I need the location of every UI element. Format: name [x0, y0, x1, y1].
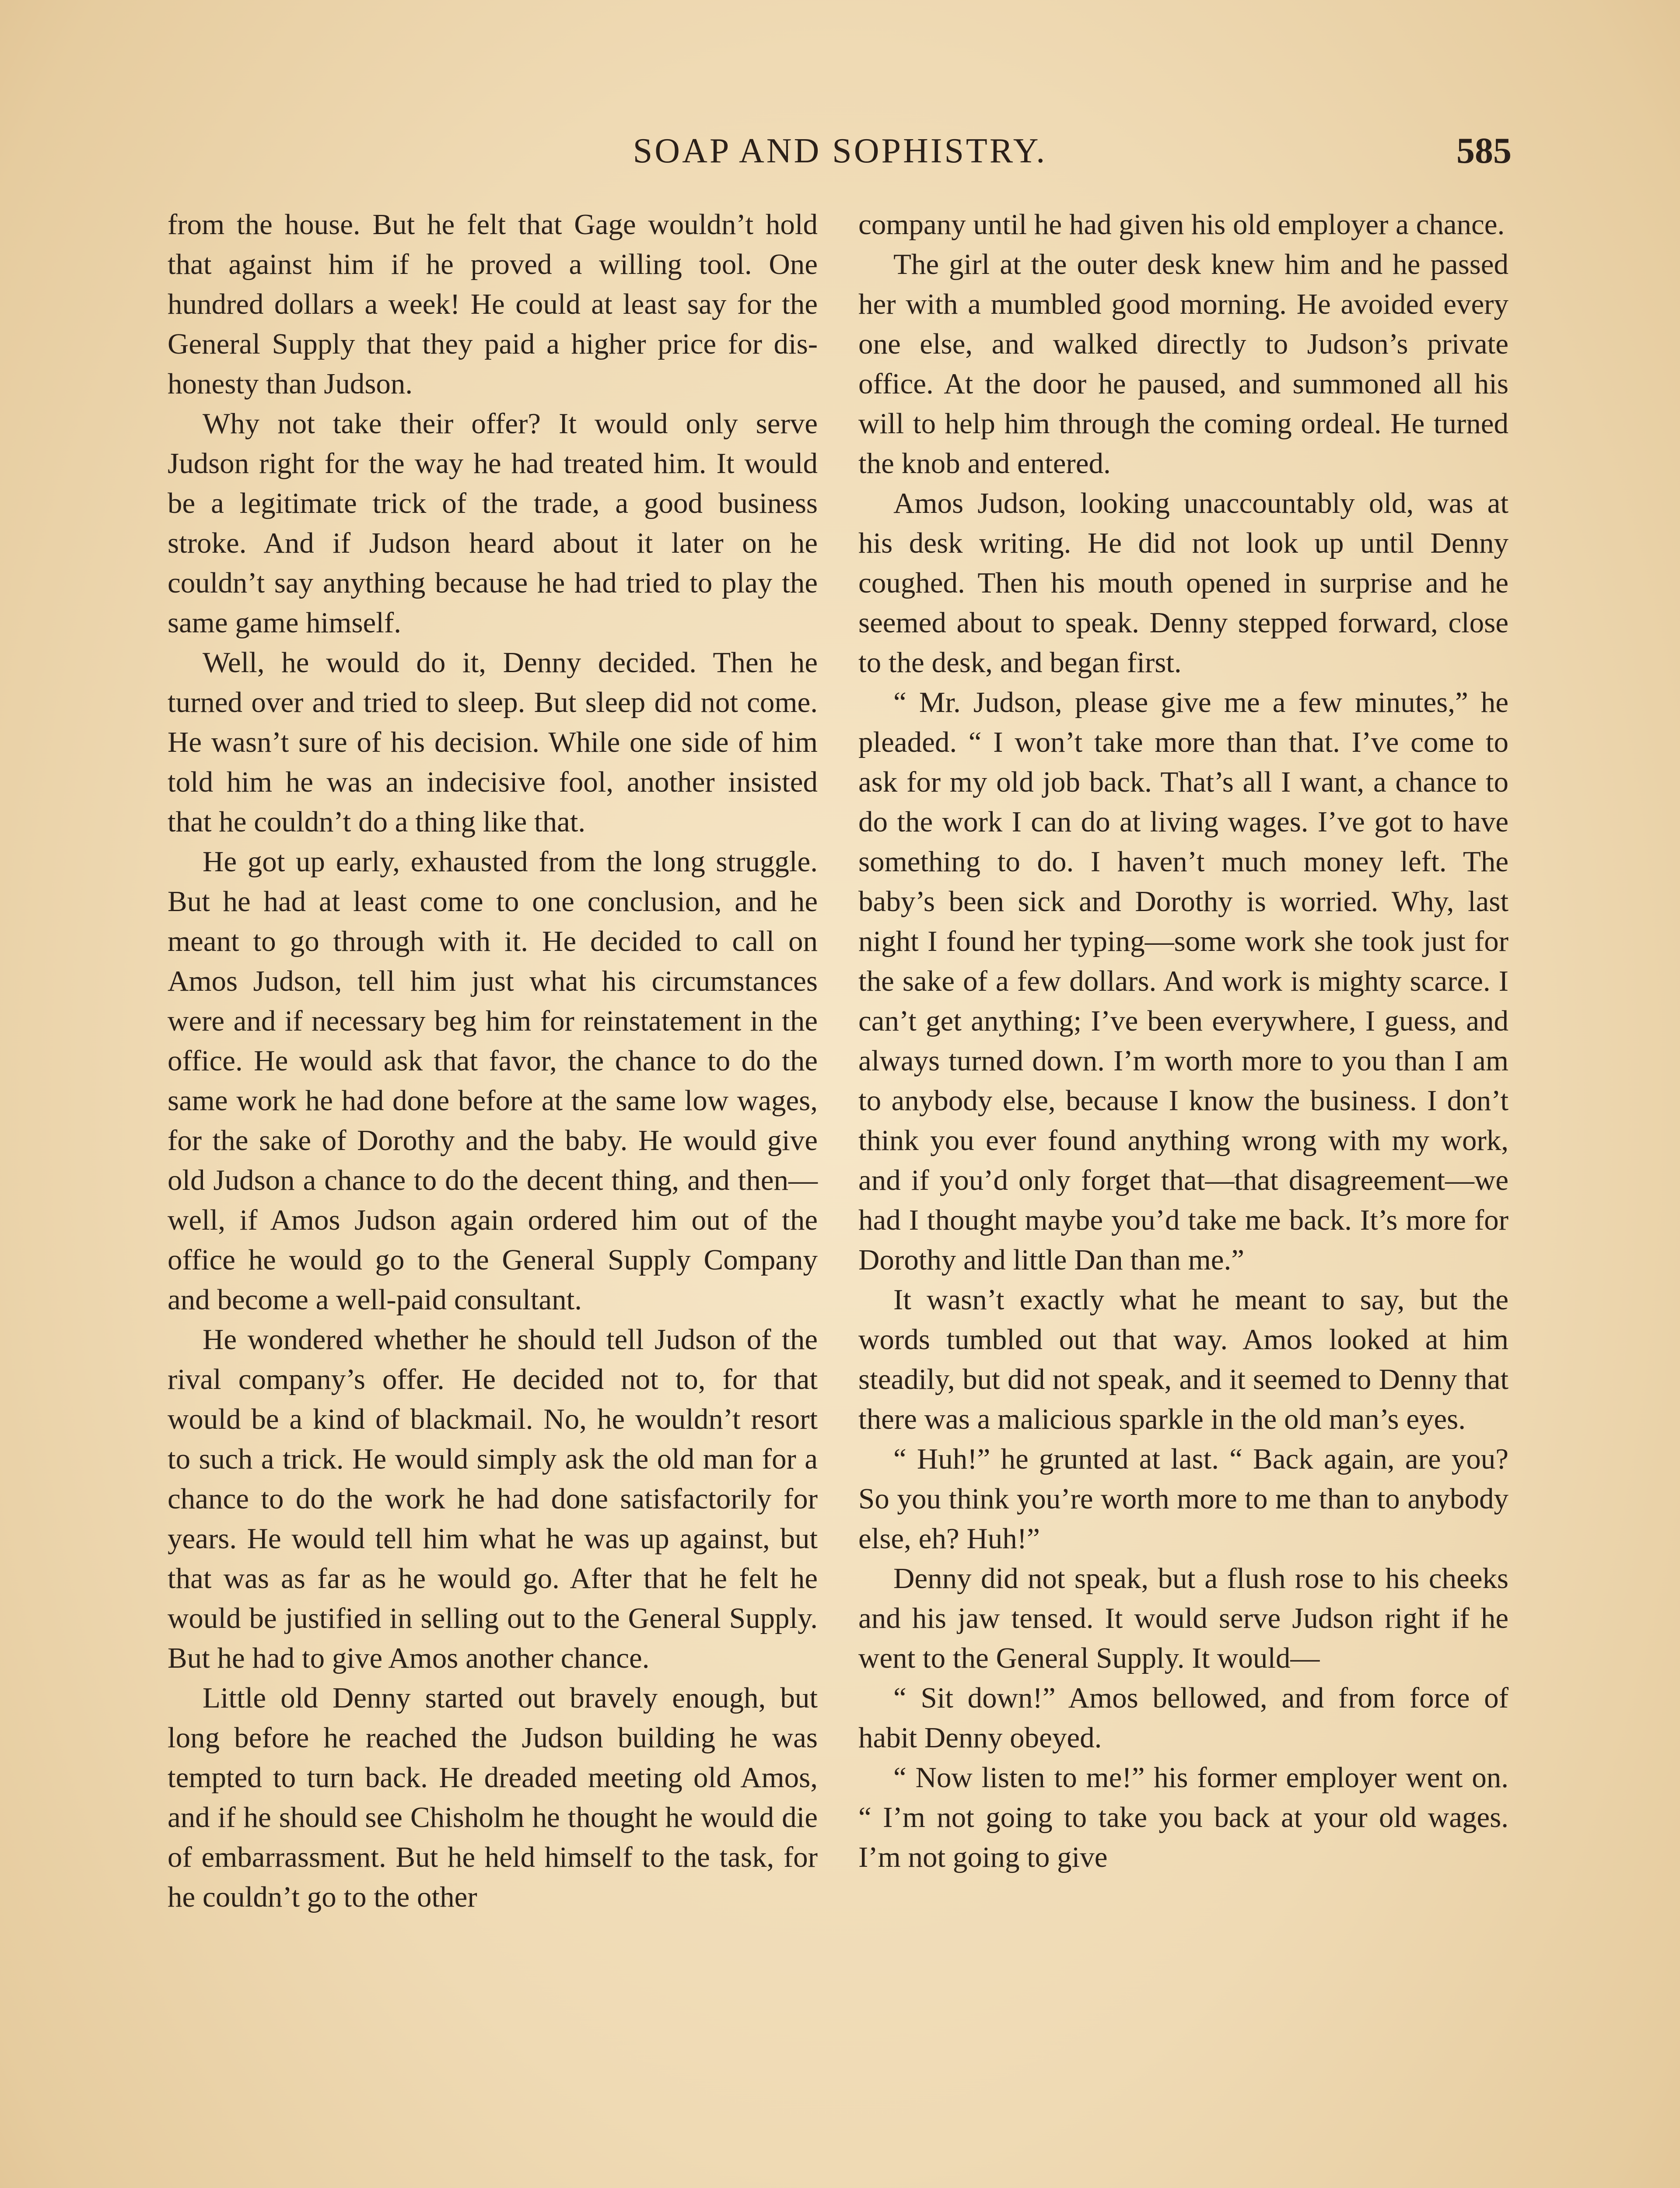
paragraph: company until he had given his old employer a chance.: [858, 208, 1505, 241]
paragraph: from the house. But he felt that Gage wouldn’t hold that against him if he proved a willing tool. One hundred dollars a week! He could at least say for the General Supply that they paid a higher price for dishonesty than Judson.: [168, 208, 818, 400]
paragraph: Amos Judson, looking unaccountably old, was at his desk writing. He did not look up until Denny coughed. Then his mouth opened in surprise and he seemed about to speak. Denny stepped forward, close to the desk, and began first.: [858, 487, 1508, 679]
paragraph: He got up early, exhausted from the long struggle. But he had at least come to one conclusion, and he meant to go through with it. He decided to call on Amos Judson, tell him just what his circumstances were and if necessary beg him for reinstatement in the office. He would ask that favor, the chance to do the same work he had done before at the same low wages, for the sake of Dorothy and the baby. He would give old Judson a chance to do the decent thing, and then—well, if Amos Judson again ordered him out of the office he would go to the General Supply Company and become a well-paid consultant.: [168, 845, 818, 1316]
paragraph: The girl at the outer desk knew him and he passed her with a mumbled good morning. He avoided every one else, and walked directly to Judson’s private office. At the door he paused, and summoned all his will to help him through the coming ordeal. He turned the knob and entered.: [858, 248, 1508, 480]
paragraph: Well, he would do it, Denny decided. Then he turned over and tried to sleep. But sleep did not come. He wasn’t sure of his decision. While one side of him told him he was an indecisive fool, another insisted that he couldn’t do a thing like that.: [168, 646, 818, 838]
running-title: SOAP AND SOPHISTRY.: [633, 132, 1047, 170]
left-column: [168, 205, 818, 1917]
paragraph: It wasn’t exactly what he meant to say, but the words tumbled out that way. Amos looked at him steadily, but did not speak, and it seemed to Denny that there was a malicious sparkle in the old man’s eyes.: [858, 1283, 1508, 1435]
paragraph: He wondered whether he should tell Judson of the rival company’s offer. He decided not to, for that would be a kind of blackmail. No, he wouldn’t resort to such a trick. He would simply ask the old man for a chance to do the work he had done satisfactorily for years. He would tell him what he was up against, but that was as far as he would go. After that he felt he would be justified in selling out to the General Supply. But he had to give Amos another chance.: [168, 1323, 818, 1674]
paragraph: “ Mr. Judson, please give me a few minutes,” he pleaded. “ I won’t take more than that. I’ve come to ask for my old job back. That’s all I want, a chance to do the work I can do at living wages. I’ve got to have something to do. I haven’t much money left. The baby’s been sick and Dorothy is worried. Why, last night I found her typing—some work she took just for the sake of a few dollars. And work is mighty scarce. I can’t get anything; I’ve been everywhere, I guess, and always turned down. I’m worth more to you than I am to anybody else, because I know the business. I don’t think you ever found anything wrong with my work, and if you’d only forget that—that disagreement—we had I thought maybe you’d take me back. It’s more for Dorothy and little Dan than me.”: [858, 686, 1508, 1276]
paragraph: “ Sit down!” Amos bellowed, and from force of habit Denny obeyed.: [858, 1682, 1508, 1754]
paragraph: Why not take their offer? It would only serve Judson right for the way he had treated him. It would be a legitimate trick of the trade, a good business stroke. And if Judson heard about it later on he couldn’t say anything because he had tried to play the same game himself.: [168, 407, 818, 639]
paragraph: “ Now listen to me!” his former employer went on. “ I’m not going to take you back at your old wages. I’m not going to give: [858, 1761, 1508, 1873]
paragraph: Denny did not speak, but a flush rose to his cheeks and his jaw tensed. It would serve Judson right if he went to the General Supply. It would—: [858, 1562, 1508, 1674]
page-header: [168, 127, 1512, 175]
page-number: 585: [1456, 130, 1512, 171]
paragraph: Little old Denny started out bravely enough, but long before he reached the Judson building he was tempted to turn back. He dreaded meeting old Amos, and if he should see Chisholm he thought he would die of embarrassment. But he held himself to the task, for he couldn’t go to the other: [168, 1682, 818, 1913]
paragraph: “ Huh!” he grunted at last. “ Back again, are you? So you think you’re worth more to me than to anybody else, eh? Huh!”: [858, 1443, 1508, 1555]
right-column: [858, 205, 1508, 1877]
